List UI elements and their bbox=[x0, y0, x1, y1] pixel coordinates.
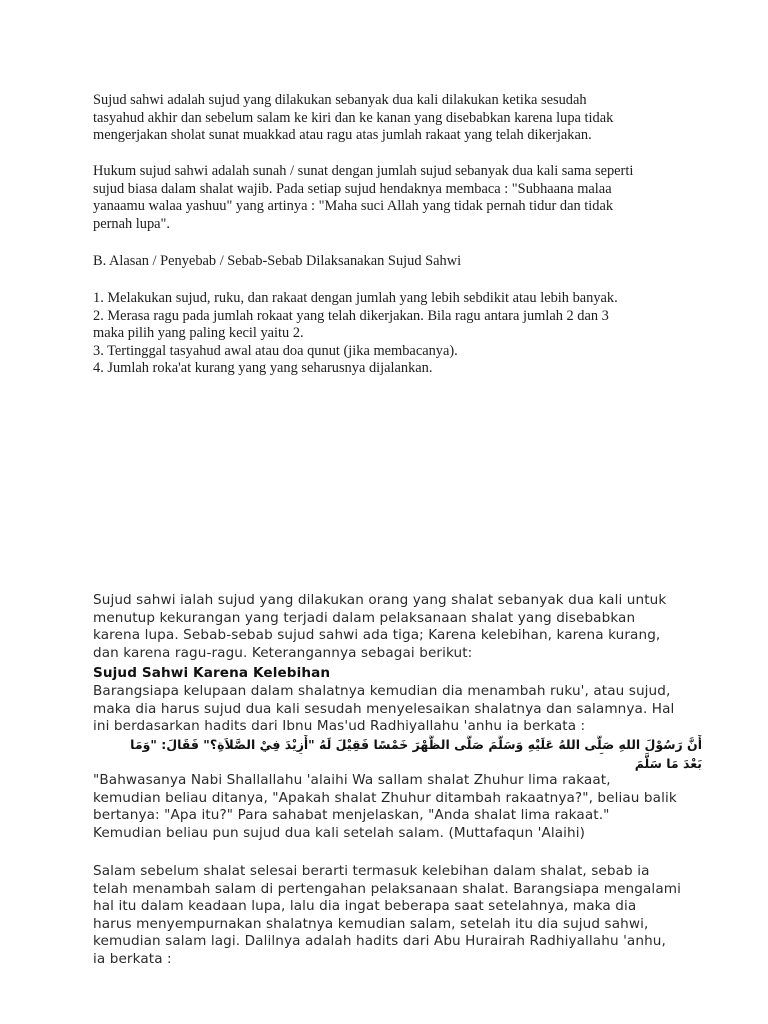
paragraph-sujud-sahwi-intro bbox=[93, 592, 699, 662]
list-item: 4. Jumlah roka'at kurang yang yang seharusnya dijalankan. bbox=[93, 360, 433, 376]
section-heading-b: B. Alasan / Penyebab / Sebab-Sebab Dilaksanakan Sujud Sahwi bbox=[93, 253, 462, 269]
text-line: harus menyempurnakan shalatnya kemudian salam, setelah itu dia sujud sahwi, bbox=[93, 915, 649, 932]
arabic-line: أَنَّ رَسُوْلَ اللهِ صَلَّى اللهُ عَلَيْهِ وَسَلَّمَ صَلَّى الظُّهْرَ خَمْسًا فَقِيْلَ لَهُ "أَزِيْدَ فِيْ الصَّلاَةِ؟" فَقَالَ: "وَمَا bbox=[130, 737, 702, 752]
text-line: yanaamu walaa yashuu" yang artinya : "Maha suci Allah yang tidak pernah tidur dan tidak bbox=[93, 198, 614, 214]
text-line: sujud biasa dalam shalat wajib. Pada setiap sujud hendaknya membaca : "Subhaana malaa bbox=[93, 180, 612, 197]
text-line: ia berkata : bbox=[93, 950, 172, 967]
text-line: Kemudian beliau pun sujud dua kali setelah salam. (Muttafaqun 'Alaihi) bbox=[93, 824, 586, 841]
text-line: telah menambah salam di pertengahan pelaksanaan shalat. Barangsiapa mengalami bbox=[93, 880, 681, 897]
text-line: ini berdasarkan hadits dari Ibnu Mas'ud Radhiyallahu 'anhu ia berkata : bbox=[93, 718, 586, 734]
paragraph-kelebihan bbox=[93, 683, 699, 736]
text-line: "Bahwasanya Nabi Shallallahu 'alaihi Wa sallam shalat Zhuhur lima rakaat, bbox=[93, 772, 611, 788]
text-line: dan karena ragu-ragu. Keterangannya sebagai berikut: bbox=[93, 644, 473, 661]
text-line: kemudian salam lagi. Dalilnya adalah hadits dari Abu Hurairah Radhiyallahu 'anhu, bbox=[93, 933, 666, 949]
text-line: mengerjakan sholat sunat muakkad atau ragu atas jumlah rakaat yang telah dikerjakan. bbox=[93, 127, 592, 143]
text-line: bertanya: "Apa itu?" Para sahabat menjelaskan, "Anda shalat lima rakaat." bbox=[93, 807, 610, 823]
text-line: pernah lupa". bbox=[93, 215, 170, 232]
text-line: Sujud sahwi ialah sujud yang dilakukan orang yang shalat sebanyak dua kali untuk bbox=[93, 592, 667, 608]
paragraph-salam bbox=[93, 863, 699, 968]
text-line: maka dia harus sujud dua kali sesudah menyelesaikan shalatnya dan salamnya. Hal bbox=[93, 700, 675, 717]
reasons-list bbox=[93, 290, 693, 378]
text-line: karena lupa. Sebab-sebab sujud sahwi ada tiga; Karena kelebihan, karena kurang, bbox=[93, 627, 661, 643]
list-item: 3. Tertinggal tasyahud awal atau doa qunut (jika membacanya). bbox=[93, 342, 458, 359]
paragraph-definition bbox=[93, 92, 693, 145]
text-line: kemudian beliau ditanya, "Apakah shalat Zhuhur ditambah rakaatnya?", beliau balik bbox=[93, 789, 677, 806]
text-line: Sujud sahwi adalah sujud yang dilakukan sebanyak dua kali dilakukan ketika sesudah bbox=[93, 92, 587, 108]
text-line: Salam sebelum shalat selesai berarti termasuk kelebihan dalam shalat, sebab ia bbox=[93, 863, 650, 879]
text-line: hal itu dalam keadaan lupa, lalu dia ingat beberapa saat setelahnya, maka dia bbox=[93, 898, 637, 914]
list-item: maka pilih yang paling kecil yaitu 2. bbox=[93, 325, 304, 341]
list-item: 2. Merasa ragu pada jumlah rokaat yang telah dikerjakan. Bila ragu antara jumlah 2 dan 3 bbox=[93, 307, 609, 324]
arabic-line: بَعْدَ مَا سَلَّمَ bbox=[634, 756, 702, 771]
text-line: Hukum sujud sahwi adalah sunah / sunat dengan jumlah sujud sebanyak dua kali sama seperti bbox=[93, 163, 634, 179]
text-line: menutup kekurangan yang terjadi dalam pelaksanaan shalat yang disebabkan bbox=[93, 609, 636, 626]
paragraph-hukum bbox=[93, 163, 693, 233]
subheading-kelebihan: Sujud Sahwi Karena Kelebihan bbox=[93, 665, 331, 681]
text-line: tasyahud akhir dan sebelum salam ke kiri dan ke kanan yang disebabkan karena lupa tidak bbox=[93, 109, 614, 126]
paragraph-translation bbox=[93, 772, 699, 842]
list-item: 1. Melakukan sujud, ruku, dan rakaat dengan jumlah yang lebih sebdikit atau lebih banyak. bbox=[93, 290, 618, 306]
text-line: Barangsiapa kelupaan dalam shalatnya kemudian dia menambah ruku', atau sujud, bbox=[93, 683, 671, 699]
arabic-hadith bbox=[90, 735, 702, 773]
